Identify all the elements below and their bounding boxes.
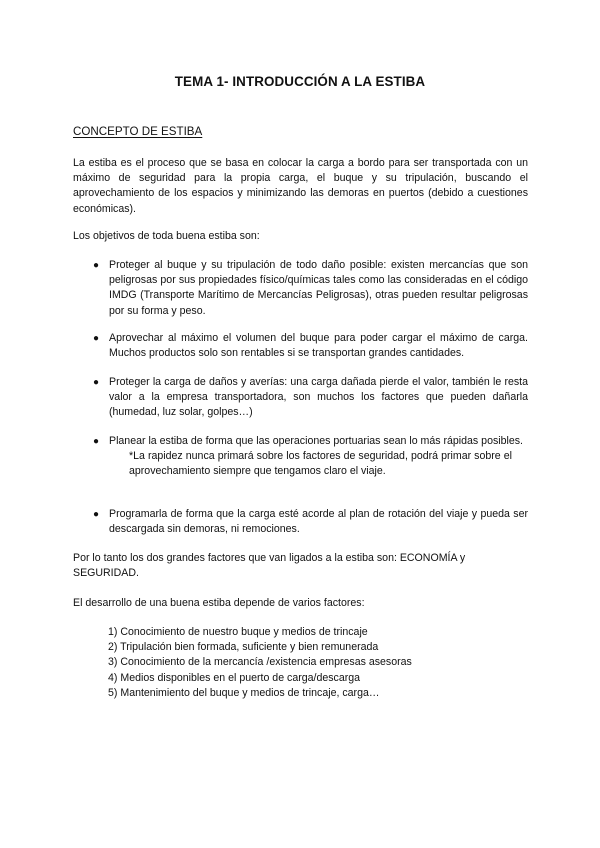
list-item <box>93 434 528 480</box>
objectives-intro: Los objetivos de toda buena estiba son: <box>73 230 260 242</box>
list-item <box>93 375 528 421</box>
section-heading: CONCEPTO DE ESTIBA <box>73 125 203 138</box>
summary-paragraph: Por lo tanto los dos grandes factores que van ligados a la estiba son: ECONOMÍA y SEGURIDAD. <box>73 552 466 580</box>
factor-item: 1) Conocimiento de nuestro buque y medios de trincaje <box>108 626 368 638</box>
bullet-icon: ● <box>93 333 100 344</box>
list-item-text: Aprovechar al máximo el volumen del buque para poder cargar el máximo de carga. Muchos productos solo son rentables si se transportan grandes cantidades. <box>109 332 528 360</box>
factor-item: 3) Conocimiento de la mercancía /existencia empresas asesoras <box>108 656 412 669</box>
list-item-text: Planear la estiba de forma que las operaciones portuarias sean lo más rápidas posibles. <box>109 435 523 447</box>
factors-list <box>108 625 412 701</box>
factor-item: 2) Tripulación bien formada, suficiente y bien remunerada <box>108 641 379 654</box>
bullet-icon: ● <box>93 509 100 520</box>
intro-paragraph: La estiba es el proceso que se basa en colocar la carga a bordo para ser transportada con un máximo de seguridad para la propia carga, el buque y su tripulación, buscando el aprovechamiento de los espacios y minimizando las demoras en puertos (debido a cuestiones económicas). <box>73 157 528 215</box>
list-item-text: Proteger la carga de daños y averías: una carga dañada pierde el valor, también le resta valor a la empresa transportadora, son muchos los factores que pueden dañarla (humedad, luz solar, golpes…) <box>109 376 528 419</box>
list-item-note: *La rapidez nunca primará sobre los factores de seguridad, podrá primar sobre el aprovechamiento siempre que tengamos claro el viaje. <box>129 450 512 478</box>
factors-intro: El desarrollo de una buena estiba depende de varios factores: <box>73 597 365 609</box>
bullet-icon: ● <box>93 436 100 447</box>
page-title: TEMA 1- INTRODUCCIÓN A LA ESTIBA <box>174 74 426 89</box>
list-item <box>93 258 528 319</box>
list-item-text: Proteger al buque y su tripulación de todo daño posible: existen mercancías que son peligrosas por sus propiedades físico/químicas tales como las consideradas en el código IMDG (Transporte Marítimo de Mercancías Peligrosas), otras pueden resultar peligrosas por su forma y peso. <box>109 259 528 317</box>
factor-item: 4) Medios disponibles en el puerto de carga/descarga <box>108 671 361 684</box>
bullet-icon: ● <box>93 377 100 388</box>
list-item <box>93 331 528 361</box>
list-item-text: Programarla de forma que la carga esté acorde al plan de rotación del viaje y pueda ser descargada sin demoras, ni remociones. <box>109 508 528 536</box>
list-item <box>93 507 528 537</box>
bullet-icon: ● <box>93 260 100 271</box>
factor-item: 5) Mantenimiento del buque y medios de trincaje, carga… <box>108 686 380 699</box>
